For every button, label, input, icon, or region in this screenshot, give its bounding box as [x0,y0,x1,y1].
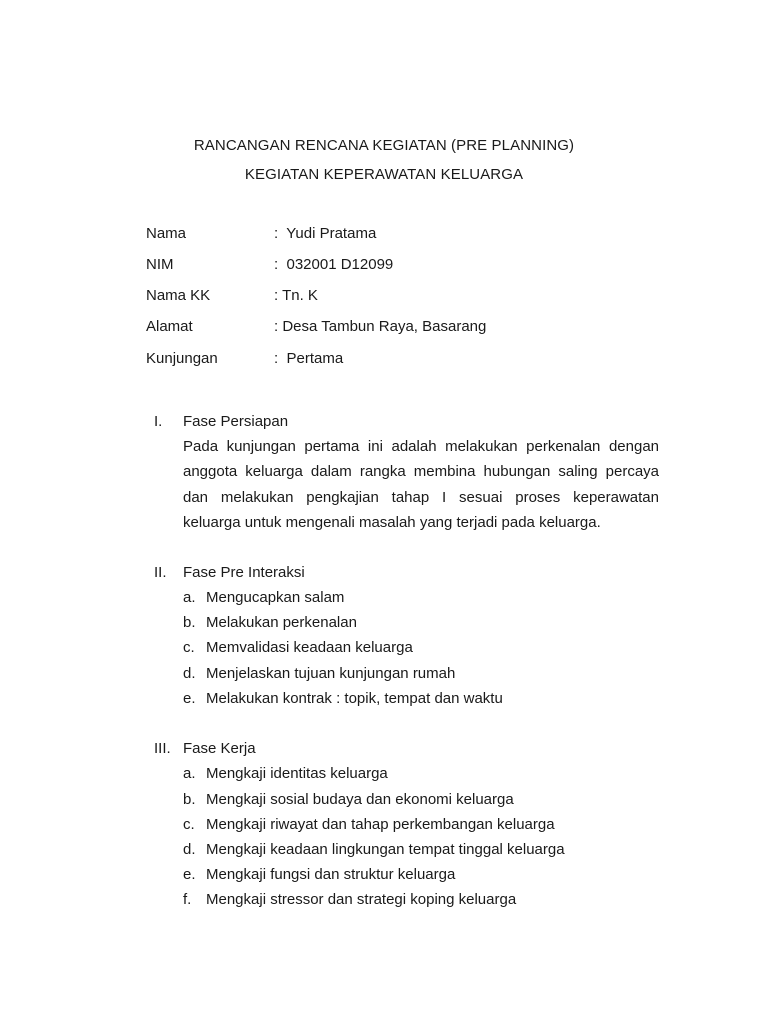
list-item-text: Mengkaji riwayat dan tahap perkembangan keluarga [206,816,555,833]
list-item-text: Mengkaji sosial budaya dan ekonomi keluarga [206,791,514,808]
section-number: III. [154,740,171,757]
field-label: Nama KK [146,287,211,304]
list-item [183,816,663,836]
list-item [183,589,663,609]
list-item-letter: a. [183,765,196,782]
field-label: Kunjungan [146,350,218,367]
list-item-letter: d. [183,665,196,682]
list-item [183,614,663,634]
field-nama [146,225,706,245]
list-item-letter: b. [183,614,196,631]
field-nim [146,256,706,276]
field-label: Nama [146,225,187,242]
list-item-text: Mengkaji keadaan lingkungan tempat tinggal keluarga [206,841,565,858]
list-item-letter: c. [183,816,195,833]
list-item-text: Mengkaji identitas keluarga [206,765,388,782]
list-item [183,866,663,886]
list-item [183,765,663,785]
list-item-letter: f. [183,891,192,908]
list-item-text: Memvalidasi keadaan keluarga [206,639,413,656]
section-title-fase-persiapan: Fase Persiapan [183,413,289,430]
list-item [183,690,663,710]
section-number: II. [154,564,167,581]
list-item-letter: c. [183,639,195,656]
field-nama-kk [146,287,706,307]
list-item-letter: b. [183,791,196,808]
field-value: : 032001 D12099 [274,256,394,273]
field-label: NIM [146,256,174,273]
list-item-text: Melakukan perkenalan [206,614,357,631]
list-item [183,639,663,659]
field-value: : Desa Tambun Raya, Basarang [274,318,487,335]
field-value: : Tn. K [274,287,318,304]
section-paragraph: Pada kunjungan pertama ini adalah melakukan perkenalan dengan anggota keluarga dalam rangka membina hubungan saling percaya dan melakukan pengkajian tahap I sesuai proses keperawatan keluarga untuk mengenali masalah yang terjadi pada keluarga. [183,438,659,531]
list-item-text: Menjelaskan tujuan kunjungan rumah [206,665,456,682]
list-item [183,891,663,911]
section-number: I. [154,413,163,430]
field-kunjungan [146,350,706,370]
list-item-text: Mengkaji fungsi dan struktur keluarga [206,866,456,883]
field-value: : Yudi Pratama [274,225,377,242]
field-value: : Pertama [274,350,344,367]
document-subtitle: KEGIATAN KEPERAWATAN KELUARGA [244,166,524,183]
list-item-text: Melakukan kontrak : topik, tempat dan waktu [206,690,503,707]
list-item-letter: e. [183,866,196,883]
list-item [183,841,663,861]
list-item-letter: a. [183,589,196,606]
list-item [183,665,663,685]
list-item-text: Mengucapkan salam [206,589,345,606]
section-title-fase-pre-interaksi: Fase Pre Interaksi [183,564,305,581]
section-title-fase-kerja: Fase Kerja [183,740,256,757]
document-title: RANCANGAN RENCANA KEGIATAN (PRE PLANNING) [193,137,575,154]
field-alamat [146,318,706,338]
list-item-letter: d. [183,841,196,858]
list-item-text: Mengkaji stressor dan strategi koping keluarga [206,891,517,908]
field-label: Alamat [146,318,193,335]
list-item [183,791,663,811]
list-item-letter: e. [183,690,196,707]
